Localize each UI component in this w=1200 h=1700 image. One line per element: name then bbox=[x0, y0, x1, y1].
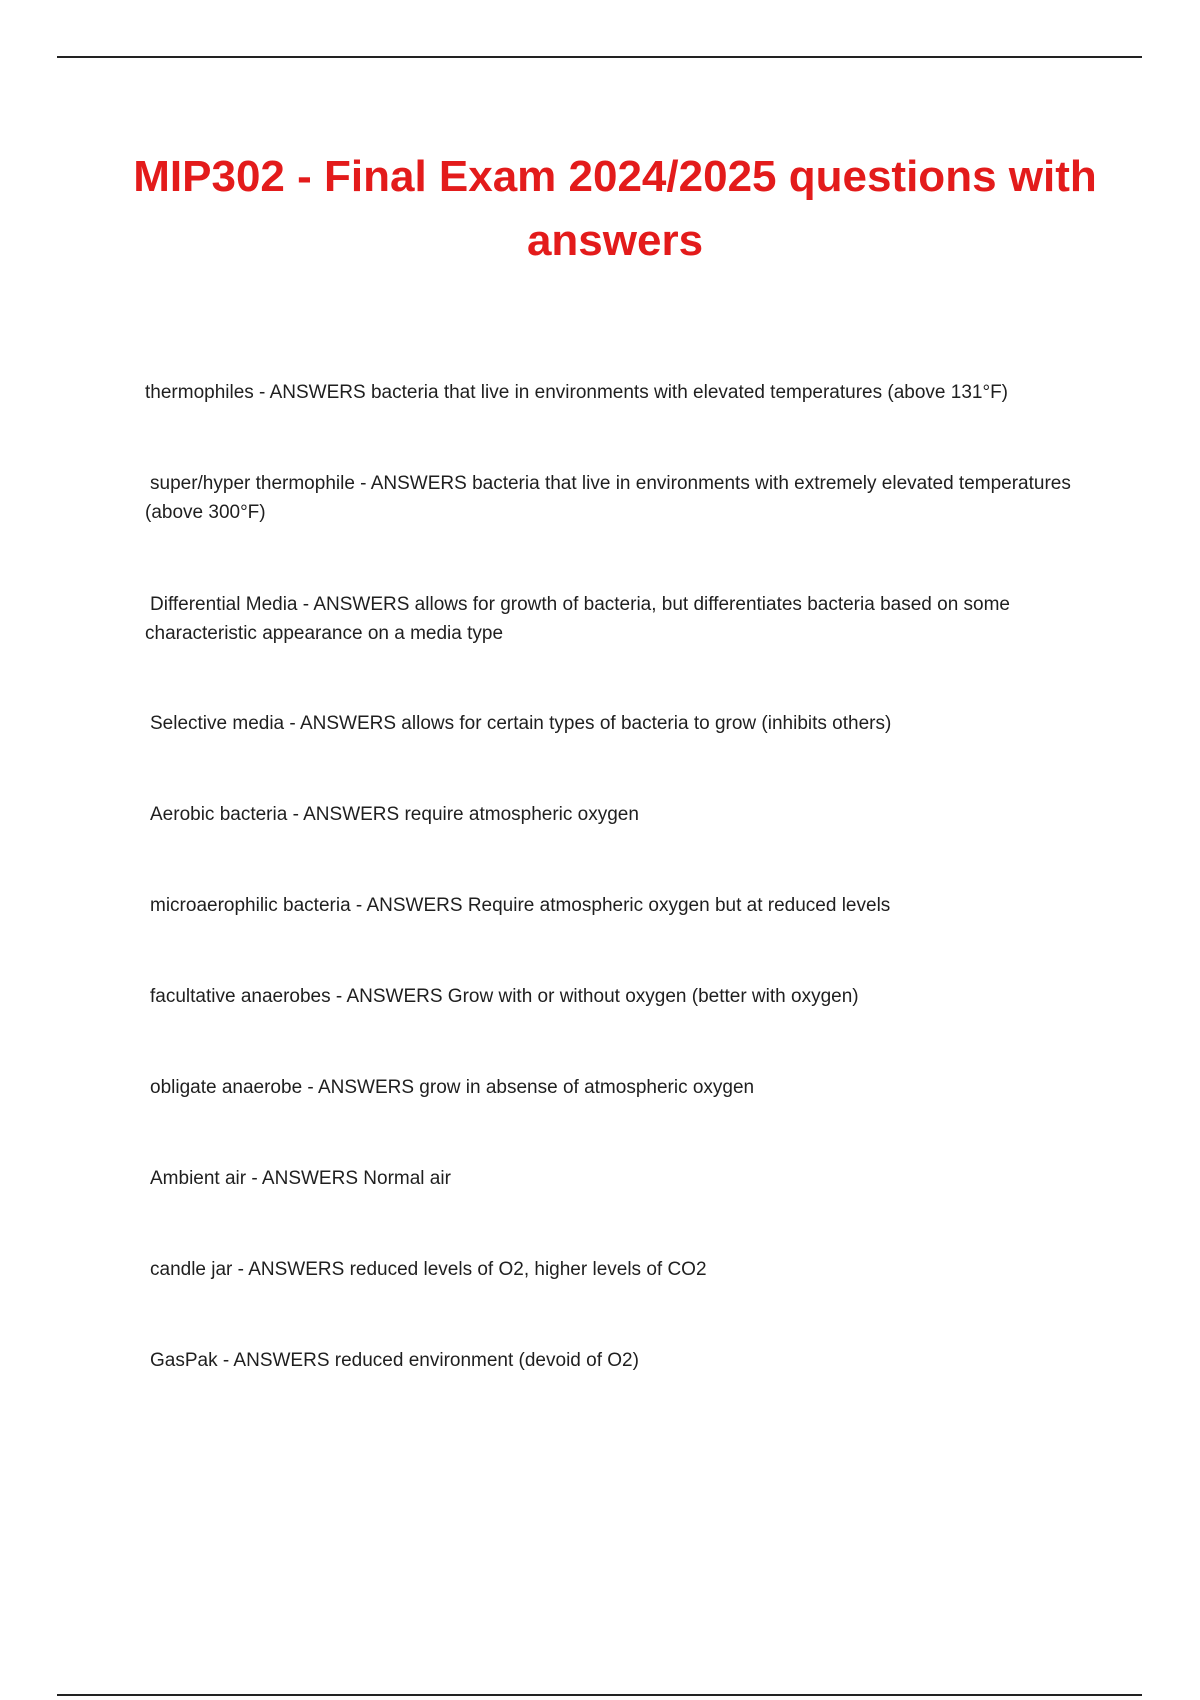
qa-item-thermophiles: thermophiles - ANSWERS bacteria that live in environments with elevated temperatures (above 131°F) bbox=[145, 382, 1008, 403]
document-title: MIP302 - Final Exam 2024/2025 questions with answers bbox=[133, 152, 1097, 265]
qa-item-obligate-anaerobe: obligate anaerobe - ANSWERS grow in absense of atmospheric oxygen bbox=[150, 1077, 755, 1098]
qa-item-gaspak: GasPak - ANSWERS reduced environment (devoid of O2) bbox=[150, 1350, 639, 1371]
qa-item-differential-media: Differential Media - ANSWERS allows for growth of bacteria, but differentiates bacteria based on some characteristic appearance on a media type bbox=[145, 594, 1011, 644]
qa-item-facultative-anaerobes: facultative anaerobes - ANSWERS Grow with or without oxygen (better with oxygen) bbox=[150, 986, 859, 1007]
qa-item-aerobic-bacteria: Aerobic bacteria - ANSWERS require atmospheric oxygen bbox=[150, 804, 639, 825]
qa-item-selective-media: Selective media - ANSWERS allows for certain types of bacteria to grow (inhibits others) bbox=[150, 713, 892, 734]
top-rule bbox=[57, 56, 1142, 58]
bottom-rule bbox=[57, 1694, 1142, 1696]
qa-item-ambient-air: Ambient air - ANSWERS Normal air bbox=[150, 1168, 451, 1189]
qa-item-candle-jar: candle jar - ANSWERS reduced levels of O2, higher levels of CO2 bbox=[150, 1259, 707, 1280]
qa-item-microaerophilic-bacteria: microaerophilic bacteria - ANSWERS Require atmospheric oxygen but at reduced levels bbox=[150, 895, 891, 916]
qa-item-hyperthermophile: super/hyper thermophile - ANSWERS bacteria that live in environments with extremely elevated temperatures (above 300°F) bbox=[145, 473, 1071, 523]
